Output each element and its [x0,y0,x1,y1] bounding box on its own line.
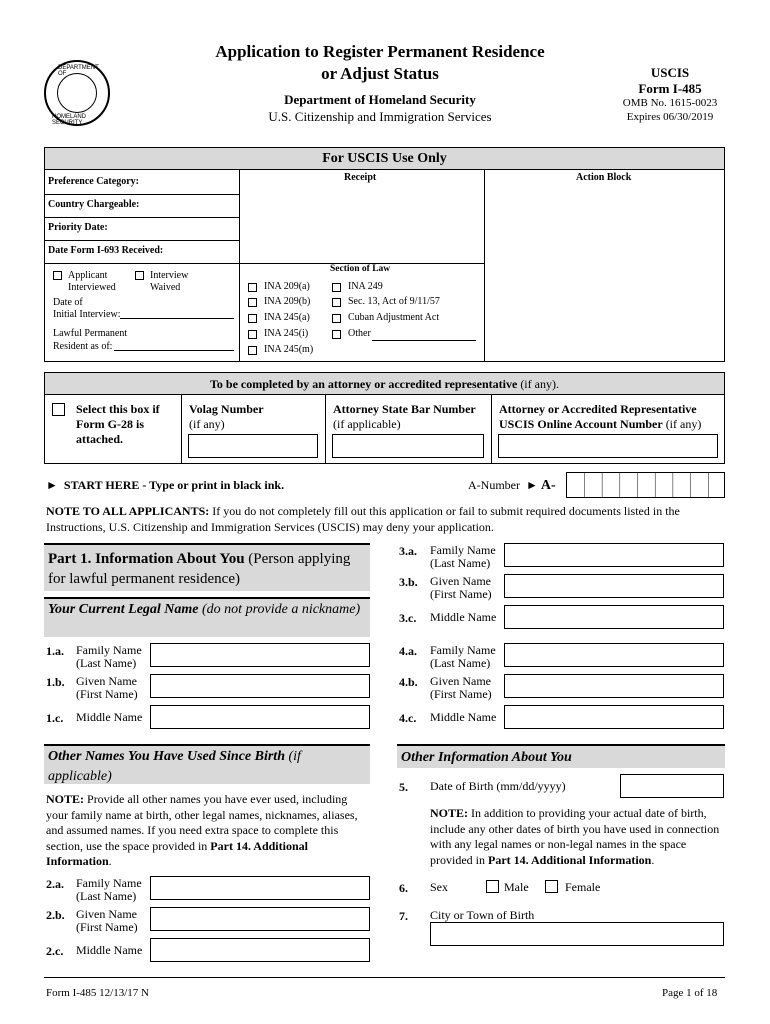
seal-eagle-icon [57,73,97,113]
cuban-adjustment-label: Cuban Adjustment Act [348,312,440,323]
ina-209b-checkbox[interactable] [248,298,257,307]
q4b-label-2: (First Name) [430,687,492,701]
start-text: START HERE - Type or print in black ink. [63,478,285,492]
ina-245a-checkbox[interactable] [248,314,257,323]
a-number-arrow-icon: ► [525,478,538,492]
q3a-family-name-field[interactable] [504,543,724,567]
q2a-label-2: (Last Name) [76,889,137,903]
ina-245a-label: INA 245(a) [264,312,310,323]
sec-13-label: Sec. 13, Act of 9/11/57 [348,296,440,307]
q3a-number: 3.a. [399,544,417,558]
department-name: Department of Homeland Security [284,92,476,107]
note-all-label: NOTE TO ALL APPLICANTS: [46,504,210,518]
other-law-checkbox[interactable] [332,330,341,339]
other-info-header [397,744,725,768]
sec-13-checkbox[interactable] [332,298,341,307]
volag-number-field[interactable] [188,434,318,458]
q2b-label-2: (First Name) [76,920,138,934]
q3a-label-1: Family Name [430,543,496,557]
acct-label-1: Attorney or Accredited Representative [499,402,697,416]
footer-form-id: Form I-485 12/13/17 N [46,987,149,999]
q4c-label: Middle Name [430,710,497,724]
legal-name-header [44,597,370,637]
current-given-name-field[interactable] [150,674,370,698]
q2a-label [76,877,142,903]
date-of-birth-field[interactable] [620,774,724,798]
other-names-note-label: NOTE: [46,792,85,806]
volag-label-title: Volag Number [189,402,264,416]
attorney-box-header [45,373,724,395]
form-title-line1: Application to Register Permanent Residence [215,42,545,61]
g28-attached-checkbox[interactable] [52,403,65,416]
attorney-header-bold: To be completed by an attorney or accredited representative [210,377,518,391]
dob-note-text: In addition to providing your actual date of birth, include any other dates of birth you have used in connection with any legal names or non-legal names in the space provided in [430,806,720,867]
priority-date-label: Priority Date: [48,222,108,233]
q3b-label [430,575,492,601]
a-prefix: A- [540,478,556,493]
q4a-number: 4.a. [399,644,417,658]
ina-249-label: INA 249 [348,281,383,292]
i693-received-label: Date Form I-693 Received: [48,245,164,256]
g28-label-1: Select this box if [76,402,160,416]
bar-number-label [333,402,476,432]
q3c-number: 3.c. [399,611,417,625]
dob-note-bold: Part 14. Additional Information [488,852,652,867]
a-number-label [468,478,556,494]
form-number: Form I-485 [638,81,702,96]
q3b-given-name-field[interactable] [504,574,724,598]
q4c-middle-name-field[interactable] [504,705,724,729]
q1b-label-2: (First Name) [76,687,138,701]
seal-bottom-text: HOMELAND SECURITY [52,114,87,126]
ina-249-checkbox[interactable] [332,283,341,292]
a-number-text: A-Number [468,478,520,492]
legal-name-subtitle: (do not provide a nickname) [198,602,361,617]
dob-note-label: NOTE: [430,806,469,820]
q2c-label: Middle Name [76,943,143,957]
part1-subtitle: (Person applying for lawful permanent residence) [48,551,351,587]
q5-number: 5. [399,780,408,794]
online-account-field[interactable] [498,434,718,458]
q1b-label [76,675,138,701]
part1-header [44,543,370,591]
ina-209a-label: INA 209(a) [264,281,310,292]
q2b-label [76,908,138,934]
country-chargeable-label: Country Chargeable: [48,199,140,210]
lawful-label-2: Resident as of: [53,341,113,352]
q1c-label: Middle Name [76,710,143,724]
acct-label-2b: (if any) [662,417,702,431]
dob-note [430,806,726,868]
other-info-title: Other Information About You [401,750,572,765]
ina-245i-checkbox[interactable] [248,330,257,339]
other-names-note-text: Provide all other names you have ever used, including your family name at birth, other legal names, nicknames, aliases, and assumed names. If you need extra space to complete this section, use the space provided in [46,792,358,853]
q3a-label-2: (Last Name) [430,556,491,570]
start-here [46,478,284,493]
date-of-label-2: Initial Interview: [53,309,121,320]
q7-number: 7. [399,909,408,923]
q1a-label-1: Family Name [76,643,142,657]
other-names-note-bold: Part 14. Additional Information [46,838,308,868]
q3b-label-2: (First Name) [430,587,492,601]
ina-209a-checkbox[interactable] [248,283,257,292]
attorney-header-rest: (if any). [517,377,559,391]
city-of-birth-field[interactable] [430,922,724,946]
current-middle-name-field[interactable] [150,705,370,729]
bar-number-field[interactable] [332,434,484,458]
interview-waived-label-1: Interview [150,270,189,281]
q1b-number: 1.b. [46,675,65,689]
q3c-middle-name-field[interactable] [504,605,724,629]
other-given-name-field[interactable] [150,907,370,931]
g28-label-3: attached. [76,432,123,446]
applicant-interviewed-checkbox[interactable] [53,271,62,280]
ina-245m-checkbox[interactable] [248,346,257,355]
form-title-line2: or Adjust Status [321,64,439,83]
male-checkbox[interactable] [486,880,499,893]
interview-waived-checkbox[interactable] [135,271,144,280]
ina-245i-label: INA 245(i) [264,328,309,339]
volag-label-sub: (if any) [189,417,225,431]
interview-waived-label-2: Waived [150,282,181,293]
q2a-label-1: Family Name [76,876,142,890]
q4b-given-name-field[interactable] [504,674,724,698]
q1a-label-2: (Last Name) [76,656,137,670]
other-names-note-end: . [108,854,112,868]
q3b-label-1: Given Name [430,574,491,588]
section-of-law-label: Section of Law [330,264,391,274]
other-names-title: Other Names You Have Used Since Birth [48,749,285,764]
q4c-number: 4.c. [399,711,417,725]
q4a-family-name-field[interactable] [504,643,724,667]
applicant-interviewed-label-2: Interviewed [68,282,116,293]
q3a-label [430,544,496,570]
bar-label-sub: (if applicable) [333,417,401,431]
agency-name: U.S. Citizenship and Immigration Services [268,109,492,124]
lawful-label-1: Lawful Permanent [53,328,128,339]
q2b-number: 2.b. [46,908,65,922]
q1c-number: 1.c. [46,711,64,725]
q3b-number: 3.b. [399,575,418,589]
q6-number: 6. [399,881,408,895]
q4b-label-1: Given Name [430,674,491,688]
male-label: Male [504,880,529,894]
bar-label-title: Attorney State Bar Number [333,402,476,416]
q1a-number: 1.a. [46,644,64,658]
q1b-label-1: Given Name [76,674,137,688]
q2c-number: 2.c. [46,944,64,958]
uscis-use-only-title: For USCIS Use Only [45,148,724,170]
q4b-label [430,675,492,701]
dhs-seal [44,60,110,126]
omb-number: OMB No. 1615-0023 [622,97,718,109]
applicant-interviewed-label-1: Applicant [68,270,108,281]
other-middle-name-field[interactable] [150,938,370,962]
q1a-label [76,644,142,670]
other-law-label: Other [348,328,371,339]
q2b-label-1: Given Name [76,907,137,921]
note-to-all-applicants [46,504,726,535]
other-names-subtitle: (if applicable) [48,749,301,784]
a-number-field[interactable] [566,472,725,498]
female-label: Female [565,880,601,894]
current-family-name-field[interactable] [150,643,370,667]
expiration-date: Expires 06/30/2019 [626,111,714,123]
date-of-label-1: Date of [53,297,83,308]
q4a-label-2: (Last Name) [430,656,491,670]
volag-label [189,402,264,432]
female-checkbox[interactable] [545,880,558,893]
ina-209b-label: INA 209(b) [264,296,311,307]
date-of-birth-label: Date of Birth (mm/dd/yyyy) [430,779,566,793]
online-account-label [499,402,701,432]
q4b-number: 4.b. [399,675,418,689]
acct-label-2: USCIS Online Account Number [499,417,663,431]
q2a-number: 2.a. [46,877,64,891]
preference-category-label: Preference Category: [48,176,139,187]
ina-245m-label: INA 245(m) [264,344,314,355]
q4a-label [430,644,496,670]
part1-title: Part 1. Information About You [48,551,245,567]
start-arrow-icon: ► [46,478,58,492]
receipt-label: Receipt [344,172,377,183]
city-of-birth-label: City or Town of Birth [430,908,535,922]
dob-note-end: . [651,852,655,867]
note-all-text: If you do not completely fill out this application or fail to submit required documents listed in the Instructions, U.S. Citizenship and Immigration Services (USCIS) may deny your application. [46,504,680,534]
q3c-label: Middle Name [430,610,497,624]
seal-top-text: DEPARTMENT OF [58,65,99,77]
uscis-label: USCIS [650,65,690,80]
legal-name-title: Your Current Legal Name [48,602,199,617]
other-family-name-field[interactable] [150,876,370,900]
g28-label-2: Form G-28 is [76,417,144,431]
footer-page-number: Page 1 of 18 [662,987,718,999]
action-block-label: Action Block [576,172,632,183]
cuban-adjustment-checkbox[interactable] [332,314,341,323]
other-names-note [46,792,368,870]
g28-label [76,402,160,447]
other-names-header [44,744,370,784]
q4a-label-1: Family Name [430,643,496,657]
sex-label: Sex [430,880,448,894]
